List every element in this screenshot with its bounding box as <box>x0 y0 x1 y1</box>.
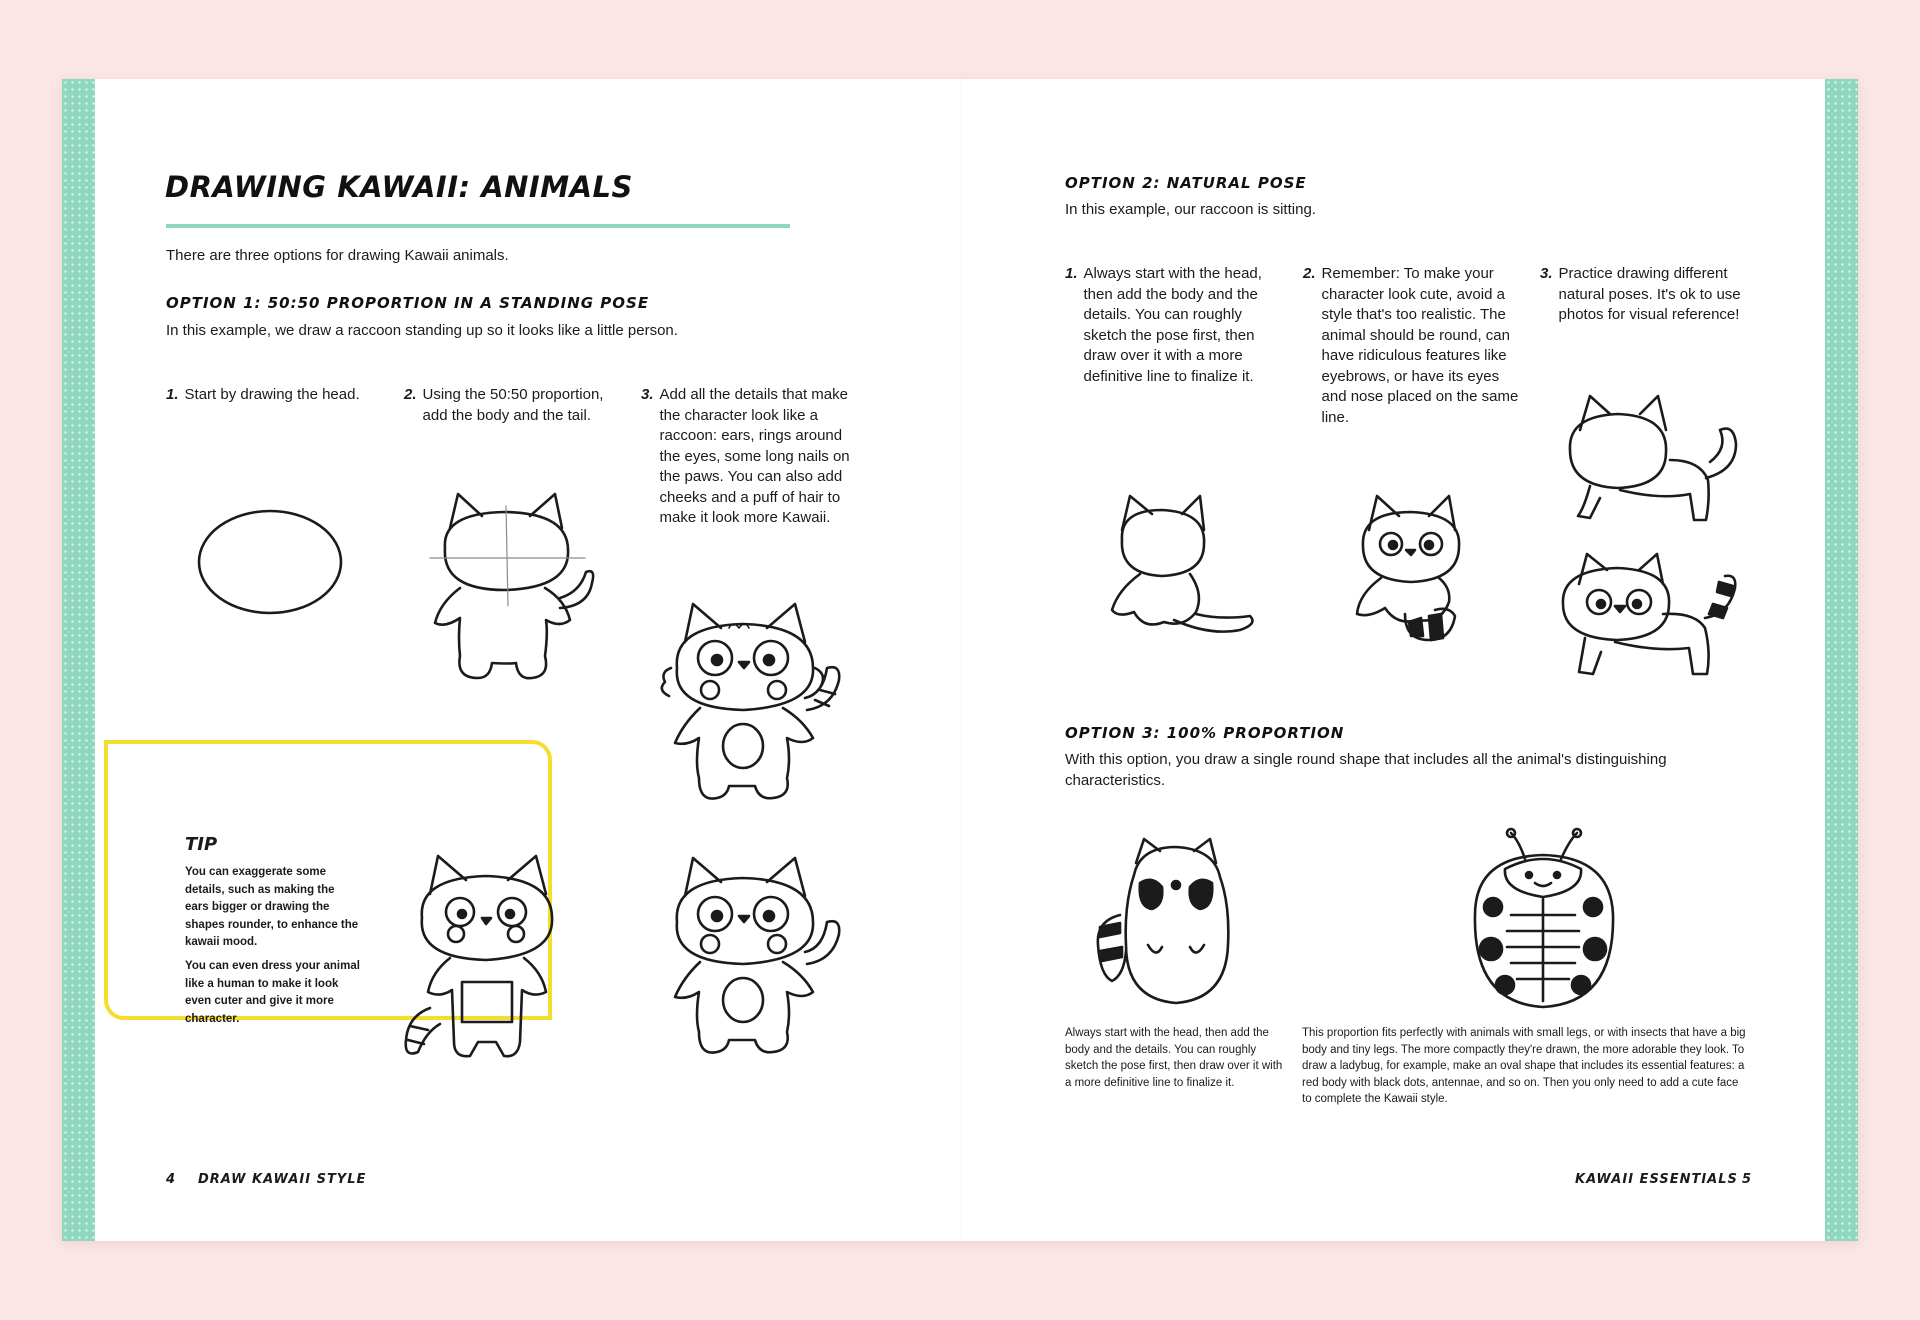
option1-description: In this example, we draw a raccoon standing up so it looks like a little person. <box>166 322 678 339</box>
raccoon-round-illustration <box>1090 835 1260 1015</box>
raccoon-sitting-sketch-illustration <box>1100 490 1270 650</box>
option3-description: With this option, you draw a single round shape that includes all the animal's distinguishing characteristics. <box>1065 751 1667 789</box>
left-running-footer: DRAW KAWAII STYLE <box>198 1172 367 1187</box>
cat-sketch-illustration <box>1560 390 1740 530</box>
raccoon-sitting-illustration <box>1345 490 1505 650</box>
option3-caption-right: This proportion fits perfectly with animals with small legs, or with insects that have a big body and tiny legs. The more compactly they're drawn, the more adorable they look. To draw a ladybug, for example, make an oval shape that includes its essential features: a red body with black dots, antennae, and so on. Then you only need to add a cute face to complete the Kawaii style. <box>1302 1027 1746 1105</box>
left-page-number: 4 <box>166 1172 177 1187</box>
option1-step-3 <box>641 385 856 529</box>
option3-heading: OPTION 3: 100% PROPORTION <box>1065 724 1345 742</box>
option1-heading: OPTION 1: 50:50 PROPORTION IN A STANDING POSE <box>166 294 650 312</box>
intro-text: There are three options for drawing Kawaii animals. <box>166 247 509 264</box>
raccoon-sketch-illustration <box>420 488 610 703</box>
option3-caption-left: Always start with the head, then add the body and the details. You can roughly sketch the pose first, then draw over it with a more definitive line to finalize it. <box>1065 1027 1283 1089</box>
tip-title: TIP <box>185 834 218 855</box>
page-title: DRAWING KAWAII: ANIMALS <box>165 170 633 204</box>
tip-paragraph-2: You can even dress your animal like a human to make it look even cuter and give it more character. <box>185 960 360 1025</box>
step-text: Remember: To make your character look cute, avoid a style that's too realistic. The animal should be round, can have ridiculous features like eyebrows, or have its eyes and nose placed on the same line. <box>1321 265 1519 426</box>
step-number: 1. <box>1065 265 1078 282</box>
raccoon-detailed-illustration <box>655 598 855 813</box>
raccoon-head-oval-illustration <box>190 505 350 625</box>
step-number: 3. <box>641 386 654 403</box>
right-page-edge <box>1825 79 1858 1241</box>
tip-paragraph-1: You can exaggerate some details, such as making the ears bigger or drawing the shapes rounder, to enhance the kawaii mood. <box>185 866 359 948</box>
raccoon-overalls-illustration <box>400 852 575 1072</box>
step-text: Practice drawing different natural poses. It's ok to use photos for visual reference! <box>1558 265 1741 323</box>
title-underline <box>166 224 790 228</box>
right-running-footer: KAWAII ESSENTIALS <box>1575 1172 1738 1187</box>
step-text: Always start with the head, then add the body and the details. You can roughly sketch the pose first, then draw over it with a more definitive line to finalize it. <box>1083 265 1262 385</box>
option2-step-2 <box>1303 264 1525 428</box>
step-number: 3. <box>1540 265 1553 282</box>
option1-step-1 <box>166 385 386 406</box>
option1-step-2 <box>404 385 626 426</box>
step-number: 2. <box>404 386 417 403</box>
option2-heading: OPTION 2: NATURAL POSE <box>1065 174 1307 192</box>
option2-step-3 <box>1540 264 1748 326</box>
raccoon-walking-illustration <box>1555 548 1745 688</box>
page-fold <box>960 79 962 1241</box>
step-number: 1. <box>166 386 179 403</box>
step-text: Start by drawing the head. <box>184 386 360 403</box>
step-text: Add all the details that make the character look like a raccoon: ears, rings around the eyes, some long nails on the paws. You can also add cheeks and a puff of hair to make it look more Kawaii. <box>659 386 850 526</box>
left-page-edge <box>62 79 95 1241</box>
ladybug-illustration <box>1455 825 1635 1015</box>
raccoon-with-tail-illustration <box>655 852 855 1067</box>
option2-description: In this example, our raccoon is sitting. <box>1065 201 1316 218</box>
option2-step-1 <box>1065 264 1287 387</box>
step-number: 2. <box>1303 265 1316 282</box>
step-text: Using the 50:50 proportion, add the body and the tail. <box>422 386 604 424</box>
right-page-number: 5 <box>1742 1172 1753 1187</box>
